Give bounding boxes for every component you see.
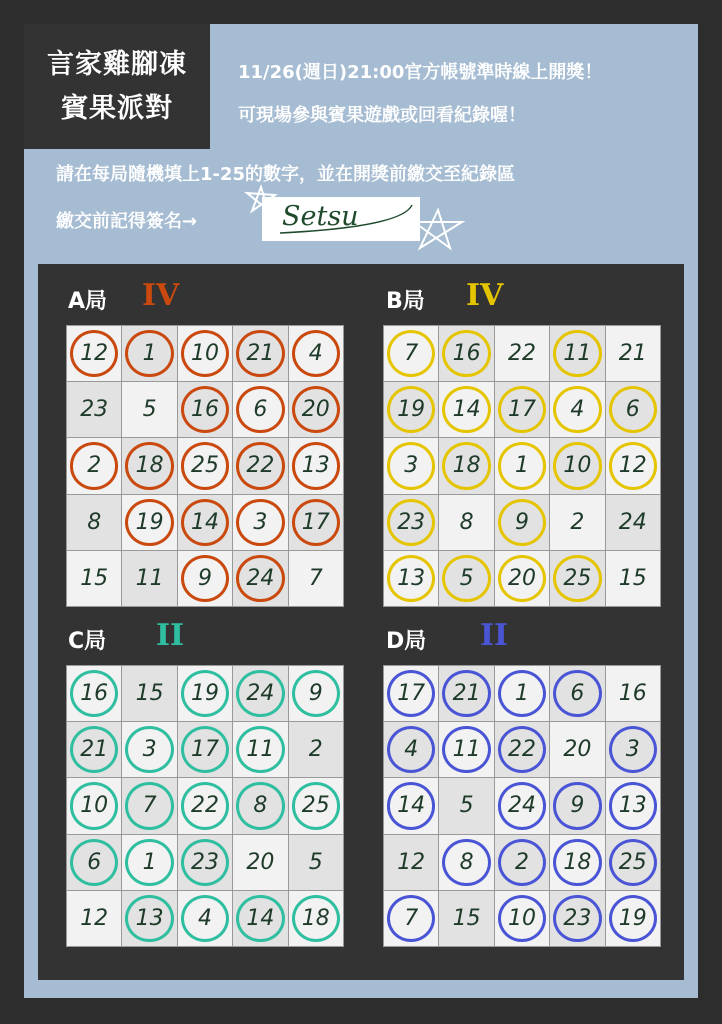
cell-number: 14 [397, 793, 426, 819]
bingo-cell[interactable] [495, 495, 549, 550]
bingo-cell[interactable] [67, 438, 121, 493]
cell-number: 25 [190, 453, 219, 479]
bingo-cell[interactable] [122, 438, 176, 493]
cell-number: 6 [625, 397, 640, 423]
bingo-cell[interactable] [439, 551, 493, 606]
bingo-cell[interactable] [439, 722, 493, 777]
bingo-cell[interactable] [384, 326, 438, 381]
bingo-cell[interactable] [122, 891, 176, 946]
cell-number: 20 [507, 565, 536, 591]
cell-number: 15 [618, 565, 647, 591]
cell-number: 11 [246, 737, 275, 763]
bingo-cell[interactable] [178, 722, 232, 777]
bingo-cell[interactable] [439, 438, 493, 493]
bingo-cell[interactable] [550, 666, 604, 721]
bingo-cell[interactable] [495, 326, 549, 381]
cell-number: 22 [246, 453, 275, 479]
cell-number: 13 [301, 453, 330, 479]
bingo-cell[interactable] [550, 326, 604, 381]
cell-number: 17 [397, 681, 426, 707]
bingo-cell[interactable] [495, 778, 549, 833]
bingo-cell[interactable] [550, 438, 604, 493]
cell-number: 5 [142, 397, 157, 423]
cell-number: 2 [308, 737, 323, 763]
cell-number: 16 [190, 397, 219, 423]
bingo-cell[interactable] [550, 891, 604, 946]
bingo-cell[interactable] [233, 666, 287, 721]
bingo-cell[interactable] [233, 326, 287, 381]
cell-number: 15 [452, 905, 481, 931]
bingo-grid-a [66, 325, 344, 607]
bingo-cell[interactable] [233, 722, 287, 777]
bingo-cell[interactable] [289, 666, 343, 721]
bingo-cell[interactable] [550, 722, 604, 777]
bingo-cell[interactable] [495, 382, 549, 437]
cell-number: 15 [80, 565, 109, 591]
cell-number: 18 [563, 849, 592, 875]
cell-number: 12 [397, 849, 426, 875]
cell-number: 23 [563, 905, 592, 931]
bingo-cell[interactable] [495, 438, 549, 493]
bingo-cell[interactable] [67, 666, 121, 721]
bingo-cell[interactable] [439, 778, 493, 833]
cell-number: 8 [459, 509, 474, 535]
cell-number: 12 [80, 341, 109, 367]
bingo-cell[interactable] [439, 835, 493, 890]
bingo-cell[interactable] [178, 438, 232, 493]
bingo-cell[interactable] [289, 835, 343, 890]
cell-number: 6 [87, 849, 102, 875]
round-c-count: II [156, 618, 185, 653]
bingo-cell[interactable] [233, 438, 287, 493]
bingo-cell[interactable] [384, 891, 438, 946]
bingo-cell[interactable] [233, 778, 287, 833]
bingo-cell[interactable] [495, 551, 549, 606]
bingo-cell[interactable] [384, 382, 438, 437]
cell-number: 10 [80, 793, 109, 819]
cell-number: 18 [301, 905, 330, 931]
bingo-cell[interactable] [67, 722, 121, 777]
bingo-cell[interactable] [178, 326, 232, 381]
cell-number: 19 [190, 681, 219, 707]
cell-number: 3 [253, 509, 268, 535]
bingo-cell[interactable] [122, 835, 176, 890]
cell-number: 21 [618, 341, 647, 367]
cell-number: 25 [301, 793, 330, 819]
cell-number: 17 [190, 737, 219, 763]
bingo-cell[interactable] [233, 835, 287, 890]
bingo-cell[interactable] [495, 722, 549, 777]
bingo-cell[interactable] [289, 778, 343, 833]
cell-number: 6 [570, 681, 585, 707]
bingo-cell[interactable] [384, 551, 438, 606]
bingo-cell[interactable] [67, 778, 121, 833]
signature-text: Setsu [282, 201, 359, 232]
round-c-label: C局 [68, 629, 107, 654]
cell-number: 12 [618, 453, 647, 479]
bingo-cell[interactable] [122, 326, 176, 381]
bingo-cell[interactable] [178, 778, 232, 833]
bingo-cell[interactable] [289, 382, 343, 437]
cell-number: 21 [246, 341, 275, 367]
cell-number: 9 [308, 681, 323, 707]
round-b-label: B局 [386, 289, 425, 314]
bingo-cell[interactable] [384, 666, 438, 721]
signature-box[interactable] [262, 197, 420, 241]
bingo-cell[interactable] [495, 891, 549, 946]
bingo-cell[interactable] [495, 835, 549, 890]
bingo-cell[interactable] [384, 722, 438, 777]
info-draw-time: 11/26(週日)21:00官方帳號準時線上開獎！ [238, 62, 603, 83]
cell-number: 16 [452, 341, 481, 367]
cell-number: 8 [253, 793, 268, 819]
cell-number: 20 [246, 849, 275, 875]
cell-number: 7 [142, 793, 157, 819]
bingo-cell[interactable] [67, 382, 121, 437]
cell-number: 3 [142, 737, 157, 763]
cell-number: 23 [80, 397, 109, 423]
bingo-cell[interactable] [606, 778, 660, 833]
cell-number: 14 [246, 905, 275, 931]
cell-number: 22 [190, 793, 219, 819]
cell-number: 11 [135, 565, 164, 591]
bingo-cell[interactable] [439, 382, 493, 437]
cell-number: 23 [190, 849, 219, 875]
bingo-cell[interactable] [606, 495, 660, 550]
bingo-cell[interactable] [289, 438, 343, 493]
bingo-cell[interactable] [550, 778, 604, 833]
bingo-cell[interactable] [178, 891, 232, 946]
cell-number: 3 [625, 737, 640, 763]
bingo-cell[interactable] [606, 666, 660, 721]
bingo-cell[interactable] [122, 551, 176, 606]
cell-number: 13 [135, 905, 164, 931]
cell-number: 3 [404, 453, 419, 479]
bingo-grid-d [383, 665, 661, 947]
cell-number: 5 [459, 565, 474, 591]
bingo-cell[interactable] [67, 495, 121, 550]
bingo-cell[interactable] [439, 666, 493, 721]
bingo-cell[interactable] [178, 666, 232, 721]
cell-number: 11 [452, 737, 481, 763]
bingo-cell[interactable] [233, 495, 287, 550]
cell-number: 4 [570, 397, 585, 423]
bingo-cell[interactable] [384, 438, 438, 493]
cell-number: 19 [397, 397, 426, 423]
bingo-cell[interactable] [550, 835, 604, 890]
cell-number: 10 [507, 905, 536, 931]
cell-number: 19 [618, 905, 647, 931]
title-line-1: 言家雞腳凍 [47, 48, 187, 80]
cell-number: 1 [514, 453, 529, 479]
bingo-cell[interactable] [550, 551, 604, 606]
round-a-count: IV [142, 278, 180, 313]
cell-number: 9 [197, 565, 212, 591]
cell-number: 8 [459, 849, 474, 875]
bingo-cell[interactable] [495, 666, 549, 721]
cell-number: 14 [452, 397, 481, 423]
bingo-cell[interactable] [67, 551, 121, 606]
bingo-cell[interactable] [289, 326, 343, 381]
cell-number: 19 [135, 509, 164, 535]
bingo-cell[interactable] [550, 495, 604, 550]
bingo-cell[interactable] [606, 438, 660, 493]
bingo-cell[interactable] [233, 382, 287, 437]
cell-number: 18 [135, 453, 164, 479]
cell-number: 24 [507, 793, 536, 819]
cell-number: 10 [563, 453, 592, 479]
cell-number: 1 [142, 849, 157, 875]
cell-number: 16 [618, 681, 647, 707]
bingo-cell[interactable] [122, 495, 176, 550]
cell-number: 2 [570, 509, 585, 535]
bingo-cell[interactable] [178, 382, 232, 437]
info-replay: 可現場參與賓果遊戲或回看紀錄喔！ [238, 105, 526, 126]
round-d-label: D局 [386, 629, 427, 654]
title-line-2: 賓果派對 [61, 92, 173, 124]
bingo-cell[interactable] [67, 891, 121, 946]
bingo-cell[interactable] [606, 551, 660, 606]
cell-number: 14 [190, 509, 219, 535]
bingo-cell[interactable] [550, 382, 604, 437]
bingo-cell[interactable] [606, 326, 660, 381]
cell-number: 20 [301, 397, 330, 423]
cell-number: 20 [563, 737, 592, 763]
cell-number: 9 [570, 793, 585, 819]
bingo-cell[interactable] [122, 722, 176, 777]
cell-number: 21 [80, 737, 109, 763]
cell-number: 2 [514, 849, 529, 875]
cell-number: 2 [87, 453, 102, 479]
cell-number: 7 [404, 905, 419, 931]
bingo-grid-b [383, 325, 661, 607]
bingo-cell[interactable] [439, 326, 493, 381]
bingo-cell[interactable] [289, 551, 343, 606]
round-b-count: IV [466, 278, 504, 313]
cell-number: 8 [87, 509, 102, 535]
cell-number: 4 [308, 341, 323, 367]
cell-number: 25 [618, 849, 647, 875]
cell-number: 25 [563, 565, 592, 591]
bingo-cell[interactable] [384, 495, 438, 550]
cell-number: 11 [563, 341, 592, 367]
cell-number: 9 [514, 509, 529, 535]
cell-number: 7 [308, 565, 323, 591]
star-doodle-icon [410, 208, 466, 252]
bingo-cell[interactable] [122, 778, 176, 833]
info-sign-reminder: 繳交前記得簽名→ [56, 211, 198, 232]
bingo-cell[interactable] [606, 891, 660, 946]
bingo-cell[interactable] [178, 495, 232, 550]
cell-number: 21 [452, 681, 481, 707]
bingo-cell[interactable] [384, 835, 438, 890]
cell-number: 22 [507, 737, 536, 763]
bingo-cell[interactable] [178, 551, 232, 606]
bingo-cell[interactable] [67, 326, 121, 381]
bingo-cell[interactable] [289, 495, 343, 550]
bingo-cell[interactable] [289, 891, 343, 946]
cell-number: 13 [397, 565, 426, 591]
cell-number: 24 [618, 509, 647, 535]
bingo-cell[interactable] [233, 891, 287, 946]
bingo-cell[interactable] [439, 891, 493, 946]
cell-number: 10 [190, 341, 219, 367]
bingo-cell[interactable] [606, 835, 660, 890]
bingo-grid-c [66, 665, 344, 947]
cell-number: 1 [514, 681, 529, 707]
cell-number: 24 [246, 565, 275, 591]
bingo-cell[interactable] [233, 551, 287, 606]
cell-number: 5 [308, 849, 323, 875]
cell-number: 6 [253, 397, 268, 423]
cell-number: 1 [142, 341, 157, 367]
info-instructions: 請在每局隨機填上1-25的數字，並在開獎前繳交至紀錄區 [56, 164, 516, 185]
bingo-cell[interactable] [289, 722, 343, 777]
cell-number: 18 [452, 453, 481, 479]
bingo-cell[interactable] [606, 722, 660, 777]
bingo-cell[interactable] [606, 382, 660, 437]
round-d-count: II [480, 618, 509, 653]
cell-number: 5 [459, 793, 474, 819]
bingo-cell[interactable] [122, 382, 176, 437]
cell-number: 17 [301, 509, 330, 535]
cell-number: 13 [618, 793, 647, 819]
cell-number: 23 [397, 509, 426, 535]
cell-number: 7 [404, 341, 419, 367]
cell-number: 16 [80, 681, 109, 707]
bingo-cell[interactable] [67, 835, 121, 890]
bingo-cell[interactable] [439, 495, 493, 550]
bingo-cell[interactable] [384, 778, 438, 833]
cell-number: 4 [404, 737, 419, 763]
bingo-cell[interactable] [178, 835, 232, 890]
cell-number: 15 [135, 681, 164, 707]
cell-number: 12 [80, 905, 109, 931]
cell-number: 4 [197, 905, 212, 931]
round-a-label: A局 [68, 289, 108, 314]
cell-number: 24 [246, 681, 275, 707]
bingo-cell[interactable] [122, 666, 176, 721]
cell-number: 22 [507, 341, 536, 367]
cell-number: 17 [507, 397, 536, 423]
title-box [24, 24, 210, 149]
